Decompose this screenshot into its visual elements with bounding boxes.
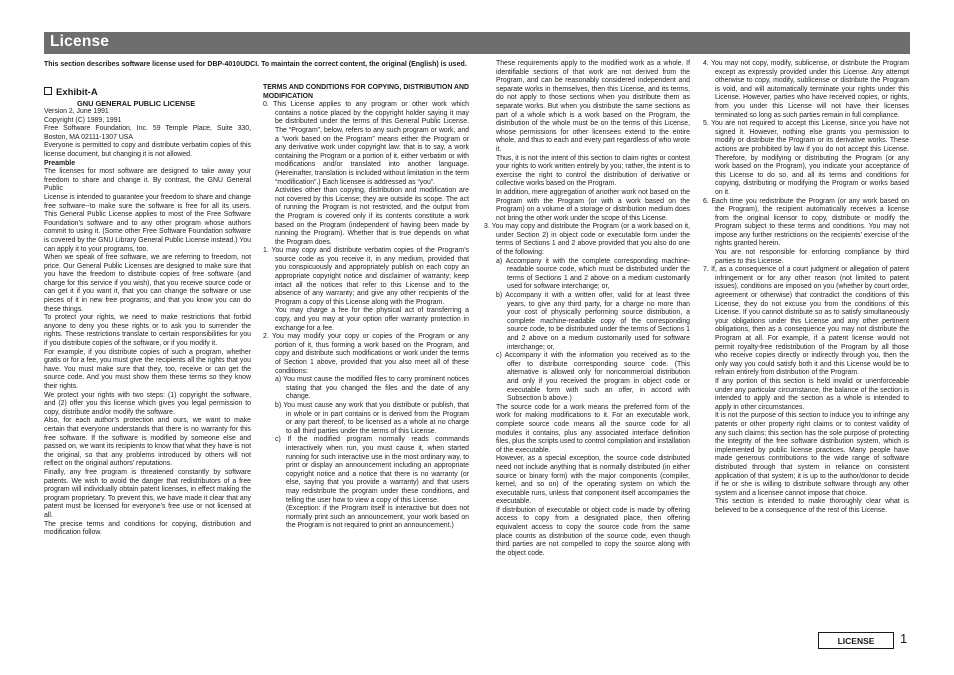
column-1 [44,87,251,538]
intro-text: This section describes software license used for DBP-4010UDCI. To maintain the correct content, the original (English) is used. [44,61,467,68]
section-6: 6. Each time you redistribute the Program (or any work based on the Program), the recipient automatically receives a license from the original licensor to copy, distribute or modify the Program subject to these terms and conditions. You may not impose any further restrictions on the recipients’ exercise of the rights granted herein. [703,197,909,248]
copyright-text: Copyright (C) 1989, 1991 [44,116,122,124]
section-4: 4. You may not copy, modify, sublicense, or distribute the Program except as expressly provided under this License. Any attempt otherwise to copy, modify, sublicense or distribute the Program is void, and will automatically terminate your rights under this License. However, parties who have received copies, or rights, from you under this License will not have their licenses terminated so long as such parties remain in full compliance. [703,60,909,119]
section-7-intent: This section is intended to make thoroughly clear what is believed to be a consequence of the rest of this License. [715,498,909,514]
section-2: 2. You may modify your copy or copies of the Program or any portion of it, thus forming a work based on the Program, and copy and distribute such modifications or work under the terms of Section 1 above, provided that you also meet all of these conditions: [263,333,469,375]
checkbox-bullet-icon [44,87,52,95]
preamble-p9: The precise terms and conditions for copying, distribution and modification follow. [44,520,251,537]
column-4 [703,60,909,515]
section-1: 1. You may copy and distribute verbatim copies of the Program’s source code as you receive it, in any medium, provided that you conspicuously and appropriately publish on each copy an appropriate copyright notice and disclaimer of warranty; keep intact all the notices that refer to this License and to the absence of any warranty; and give any other recipients of the Program a copy of this License along with the Program. [263,247,469,306]
preamble-heading: Preamble [44,159,76,167]
preamble-p5: For example, if you distribute copies of such a program, whether gratis or for a fee, you must give the recipients all the rights that you have. You must make sure that they, too, receive or can get the source code. And you must show them these terms so they know their rights. [44,348,251,390]
gpl-title: GNU GENERAL PUBLIC LICENSE [77,99,196,108]
section-3b: b) Accompany it with a written offer, valid for at least three years, to give any third party, for a charge no more than your cost of physically performing source distribution, a complete machine-readable copy of the corresponding source code, to be distributed under the terms of Sections 1 and 2 above on a medium customarily used for software interchange; or, [496,292,690,351]
section-2c-exception: (Exception: if the Program itself is interactive but does not normally print such an announcement, your work based on the Program is not required to print an announcement.) [286,505,469,530]
exhibit-label: Exhibit-A [56,87,98,98]
section-3-source: The source code for a work means the preferred form of the work for making modifications to it. For an executable work, complete source code means all the source code for all modules it contains, plus any associated interface definition files, plus the scripts used to control compilation and installation of the executable. [496,403,690,454]
section-0-cont: Activities other than copying, distribution and modification are not covered by this License; they are outside its scope. The act of running the Program is not restricted, and the output from the Program is covered only if its contents constitute a work based on the Program (independent of having been made by running the Program). Whether that is true depends on what the Program does. [275,187,469,246]
footer-license-tab [818,632,894,649]
column-2 [263,84,469,531]
footer-label: LICENSE [837,636,875,646]
exhibit-heading [44,87,251,99]
section-3-access: If distribution of executable or object code is made by offering access to copy from a designated place, then offering equivalent access to copy the source code from the same place counts as distribution of the source code, even though third parties are not compelled to copy the source along with the object code. [496,506,690,557]
preamble-p3: When we speak of free software, we are referring to freedom, not price. Our General Public Licenses are designed to make sure that you have the freedom to distribute copies of free software (and charge for this service if you wish), that you receive source code or can get it if you want it, that you can change the software or use pieces of it in new free programs; and that you know you can do these things. [44,254,251,313]
section-7-purpose: It is not the purpose of this section to induce you to infringe any patents or other property right claims or to contest validity of any such claims; this section has the sole purpose of protecting the integrity of the free software distribution system, which is implemented by public license practices. Many people have made generous contributions to the wide range of software distributed through that system in reliance on consistent application of that system; it is up to the author/donor to decide if he or she is willing to distribute software through any other system and a licensee cannot impose that choice. [715,412,909,497]
preamble-p1: The licenses for most software are designed to take away your freedom to share and change it. By contrast, the GNU General Public [44,168,251,193]
section-2-thus: Thus, it is not the intent of this section to claim rights or contest your rights to work written entirely by you; rather, the intent is to exercise the right to control the distribution of derivative or collective works based on the Program. [496,154,690,188]
section-1-cont: You may charge a fee for the physical act of transferring a copy, and you may at your option offer warranty protection in exchange for a fee. [275,307,469,332]
section-2a: a) You must cause the modified files to carry prominent notices stating that you changed the files and the date of any change. [275,376,469,401]
version-text: Version 2, June 1991 [44,108,109,115]
page-title: License [50,33,110,50]
column-3 [484,60,690,558]
section-3-exception: However, as a special exception, the source code distributed need not include anything that is normally distributed (in either source or binary form) with the major components (compiler, kernel, and so on) of the operating system on which the executable runs, unless that component itself accompanies the executable. [496,455,690,506]
preamble-p8: Finally, any free program is threatened constantly by software patents. We wish to avoid the danger that redistributors of a free program will individually obtain patent licenses, in effect making the program proprietary. To prevent this, we have made it clear that any patent must be licensed for everyone’s free use or not licensed at all. [44,468,251,519]
section-3c: c) Accompany it with the information you received as to the offer to distribute corresponding source code. (This alternative is allowed only for noncommercial distribution and only if you received the program in object code or executable form with such an offer, in accord with Subsection b above.) [496,352,690,403]
preamble-p7: Also, for each author’s protection and ours, we want to make certain that everyone understands that there is no warranty for this free software. If the software is modified by someone else and passed on, we want its recipients to know that what they have is not the original, so that any problems introduced by others will not reflect on the original authors’ reputations. [44,417,251,468]
section-3a: a) Accompany it with the complete corresponding machine-readable source code, which must be distributed under the terms of Sections 1 and 2 above on a medium customarily used for software interchange; or, [496,257,690,291]
section-7: 7. If, as a consequence of a court judgment or allegation of patent infringement or for any other reason (not limited to patent issues), conditions are imposed on you (whether by court order, agreement or otherwise) that contradict the conditions of this License, they do not excuse you from the conditions of this License. If you cannot distribute so as to satisfy simultaneously your obligations under this License and any other pertinent obligations, then as a consequence you may not distribute the Program at all. For example, if a patent license would not permit royalty-free redistribution of the Program by all those who receive copies directly or indirectly through you, then the only way you could satisfy both it and this License would be to refrain entirely from distribution of the Program. [703,266,909,377]
section-7-invalid: If any portion of this section is held invalid or unenforceable under any particular circumstance, the balance of the section is intended to apply and the section as a whole is intended to apply in other circumstances. [715,377,909,411]
section-3: 3. You may copy and distribute the Program (or a work based on it, under Section 2) in object code or executable form under the terms of Sections 1 and 2 above provided that you also do one of the following: [484,223,690,257]
preamble-p6: We protect your rights with two steps: (1) copyright the software, and (2) offer you this license which gives you legal permission to copy, distribute and/or modify the software. [44,391,251,416]
page-number: 1 [900,631,908,646]
everyone-text: Everyone is permitted to copy and distribute verbatim copies of this license document, but changing it is not allowed. [44,142,251,158]
section-0: 0. This License applies to any program or other work which contains a notice placed by the copyright holder saying it may be distributed under the terms of this General Public License. The “Program”, below, refers to any such program or work, and a “work based on the Program” means either the Program or any derivative work under copyright law: that is to say, a work containing the Program or a portion of it, either verbatim or with modifications and/or translated into another language. (Hereinafter, translation is included without limitation in the term “modification”.) Each licensee is addressed as “you”. [263,101,469,186]
section-2-aggregation: In addition, mere aggregation of another work not based on the Program with the Program (or with a work based on the Program) on a volume of a storage or distribution medium does not bring the other work under the scope of this License. [496,188,690,222]
section-5: 5. You are not required to accept this License, since you have not signed it. However, nothing else grants you permission to modify or distribute the Program or its derivative works. These actions are prohibited by law if you do not accept this License. Therefore, by modifying or distributing the Program (or any work based on the Program), you indicate your acceptance of this License to do so, and all its terms and conditions for copying, distributing or modifying the Program or works based on it. [703,120,909,196]
preamble-p2: License is intended to guarantee your freedom to share and change free software--to make sure the software is free for all its users. This General Public License applies to most of the Free Software Foundation’s software and to any other program whose authors commit to using it. (Some other Free Software Foundation software is covered by the GNU Library General Public License instead.) You can apply it to your programs, too. [44,193,251,253]
section-2-req: These requirements apply to the modified work as a whole. If identifiable sections of that work are not derived from the Program, and can be reasonably considered independent and separate works in themselves, then this License, and its terms, do not apply to those sections when you distribute them as separate works. But when you distribute the same sections as part of a whole which is a work based on the Program, the distribution of the whole must be on the terms of this License, whose permissions for other licensees extend to the entire whole, and thus to each and every part regardless of who wrote it. [496,60,690,153]
section-2c: c) If the modified program normally reads commands interactively when run, you must cause it, when started running for such interactive use in the most ordinary way, to print or display an announcement including an appropriate copyright notice and a notice that there is no warranty (or else, saying that you provide a warranty) and that users may redistribute the program under these conditions, and telling the user how to view a copy of this License. [275,436,469,504]
section-6-cont: You are not responsible for enforcing compliance by third parties to this License. [715,249,909,265]
fsf-address: Free Software Foundation, Inc. 59 Temple Place, Suite 330, Boston, MA 02111-1307 USA [44,125,251,141]
terms-heading: TERMS AND CONDITIONS FOR COPYING, DISTRIBUTION AND MODIFICATION [263,84,469,100]
title-bar [44,32,910,54]
preamble-p4: To protect your rights, we need to make restrictions that forbid anyone to deny you these rights or to ask you to surrender the rights. These restrictions translate to certain responsibilities for you if you distribute copies of the software, or if you modify it. [44,314,251,348]
section-2b: b) You must cause any work that you distribute or publish, that in whole or in part contains or is derived from the Program or any part thereof, to be licensed as a whole at no charge to all third parties under the terms of this License. [275,401,469,435]
